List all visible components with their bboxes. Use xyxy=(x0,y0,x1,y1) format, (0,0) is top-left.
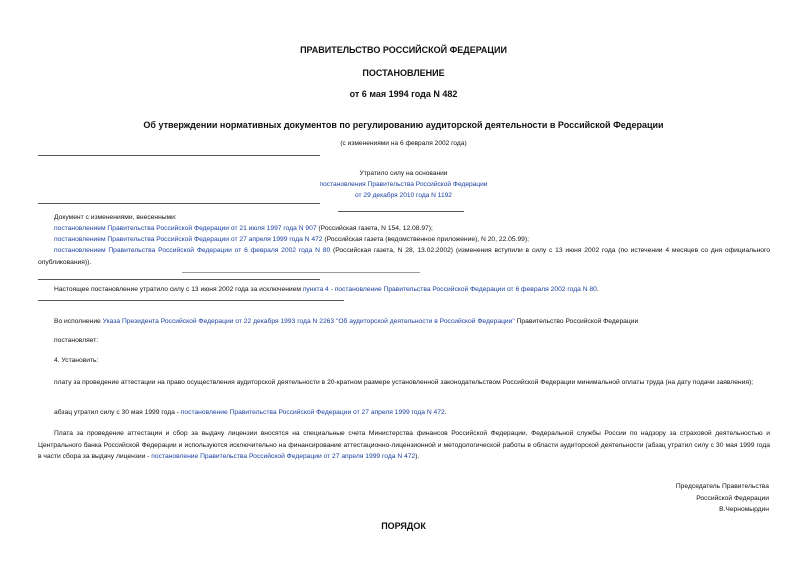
government-heading: ПРАВИТЕЛЬСТВО РОССИЙСКОЙ ФЕДЕРАЦИИ xyxy=(300,45,507,55)
change-item xyxy=(38,245,770,268)
change-link[interactable]: постановлением Правительства Российской Федерации от 21 июля 1997 года N 907 xyxy=(54,225,317,232)
signature-block xyxy=(676,481,769,516)
pursuant-paragraph xyxy=(54,316,770,328)
change-source: (Российская газета, N 28, 13.02.2002) (изменения вступили в силу с 13 июня 2002 года (по истечении 4 месяцев со дня официального опубликования)). xyxy=(38,247,770,266)
change-link[interactable]: постановлением Правительства Российской Федерации от 6 февраля 2002 года N 80 xyxy=(54,247,331,254)
document-title: Об утверждении нормативных документов по регулированию аудиторской деятельности в Российской Федерации xyxy=(143,120,664,130)
change-item xyxy=(54,234,770,246)
abzac-end: . xyxy=(444,409,447,416)
divider xyxy=(38,279,320,280)
change-source: (Российская газета, N 154, 12.08.97); xyxy=(316,225,433,232)
decrees-text: постановляет: xyxy=(54,337,99,344)
amendments-note: (с изменениями на 6 февраля 2002 года) xyxy=(340,140,467,147)
payment-paragraph xyxy=(38,428,770,463)
repeal-notice-text: Утратило силу на основании xyxy=(359,170,448,177)
document-type: ПОСТАНОВЛЕНИЕ xyxy=(362,68,445,78)
expired-exception-link[interactable]: пункта 4 - постановление Правительства Российской Федерации от 6 февраля 2002 года N 80 xyxy=(302,286,597,293)
order-heading: ПОРЯДОК xyxy=(381,521,426,531)
pursuant-text: Во исполнение xyxy=(54,318,103,325)
abzac-paragraph xyxy=(54,407,770,419)
divider xyxy=(182,272,420,273)
repeal-decree-date-link[interactable]: от 29 декабря 2010 года N 1192 xyxy=(355,192,452,199)
expired-end: . xyxy=(596,286,599,293)
item-4-heading: 4. Установить: xyxy=(54,357,99,364)
pursuant-end: Правительство Российской Федерации xyxy=(514,318,639,325)
change-link[interactable]: постановлением Правительства Российской Федерации от 27 апреля 1999 года N 472 xyxy=(54,236,323,243)
repeal-decree-link[interactable]: постановления Правительства Российской Федерации xyxy=(319,181,488,188)
expired-notice xyxy=(54,284,770,296)
expired-text: Настоящее постановление утратило силу с 13 июня 2002 года за исключением xyxy=(54,286,303,293)
abzac-text: абзац утратил силу с 30 мая 1999 года - xyxy=(54,409,181,416)
document-date-number: от 6 мая 1994 года N 482 xyxy=(349,89,458,99)
change-source: (Российская газета (ведомственное приложение), N 20, 22.05.99); xyxy=(322,236,529,243)
divider xyxy=(38,203,320,204)
payment-end: ). xyxy=(415,453,420,460)
signature-name: В.Черномырдин xyxy=(719,506,769,513)
changes-intro: Документ с изменениями, внесенными: xyxy=(54,214,177,221)
presidential-decree-link[interactable]: Указа Президента Российской Федерации от 22 декабря 1993 года N 2263 "Об аудиторской деятельности в Российской Федерации" xyxy=(102,318,515,325)
signature-country: Российской Федерации xyxy=(696,494,769,502)
payment-text: Плата за проведение аттестации и сбор за выдачу лицензии вносятся на специальные счета Министерства финансов Российской Федерации, Федеральной службы России по надзору за страховой деятельностью и Центрального банка Российской Федерации и используются исключительно на финансирование аттестационно-лицензионной и методологической работы в области аудиторской деятельности (абзац утратил силу с 30 мая 1999 года в части сбора за выдачу лицензии - xyxy=(38,430,770,460)
divider xyxy=(38,300,344,301)
abzac-decree-link[interactable]: постановление Правительства Российской Федерации от 27 апреля 1999 года N 472 xyxy=(180,409,445,416)
payment-decree-link[interactable]: постановление Правительства Российской Федерации от 27 апреля 1999 года N 472 xyxy=(151,453,416,460)
signature-title: Председатель Правительства xyxy=(675,483,769,490)
divider xyxy=(38,155,320,156)
change-item xyxy=(54,223,770,235)
fee-paragraph: плату за проведение аттестации на право осуществления аудиторской деятельности в 20-кратном размере установленной законодательством Российской Федерации минимальной оплаты труда (на дату подачи заявления); xyxy=(54,379,754,386)
